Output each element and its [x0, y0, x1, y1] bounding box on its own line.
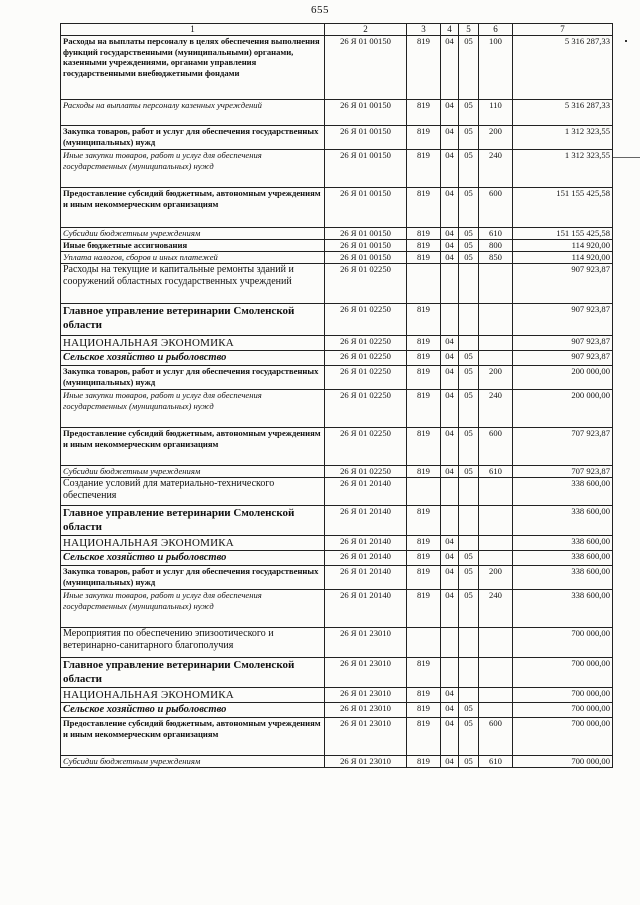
- row-subsection: 05: [459, 428, 479, 466]
- row-amount: 338 600,00: [513, 478, 613, 506]
- row-name: НАЦИОНАЛЬНАЯ ЭКОНОМИКА: [61, 336, 325, 351]
- row-expense-type: 850: [479, 252, 513, 264]
- row-subsection: [459, 264, 479, 304]
- row-subsection: 05: [459, 466, 479, 478]
- row-expense-type: 610: [479, 466, 513, 478]
- row-name: Субсидии бюджетным учреждениям: [61, 756, 325, 768]
- row-subsection: [459, 478, 479, 506]
- row-name: Уплата налогов, сборов и иных платежей: [61, 252, 325, 264]
- row-subsection: 05: [459, 551, 479, 566]
- row-admin-code: 819: [407, 351, 441, 366]
- row-code: 26 Я 01 23010: [325, 703, 407, 718]
- row-code: 26 Я 01 20140: [325, 536, 407, 551]
- scan-speck: [625, 40, 627, 42]
- row-amount: 5 316 287,33: [513, 36, 613, 100]
- row-amount: 907 923,87: [513, 351, 613, 366]
- row-section: 04: [441, 466, 459, 478]
- row-code: 26 Я 01 20140: [325, 478, 407, 506]
- row-subsection: 05: [459, 240, 479, 252]
- row-code: 26 Я 01 23010: [325, 718, 407, 756]
- row-expense-type: [479, 688, 513, 703]
- row-code: 26 Я 01 02250: [325, 264, 407, 304]
- row-section: 04: [441, 252, 459, 264]
- table-row: [61, 252, 613, 264]
- table-row: [61, 756, 613, 768]
- row-admin-code: 819: [407, 240, 441, 252]
- row-amount: 707 923,87: [513, 466, 613, 478]
- row-expense-type: 200: [479, 366, 513, 390]
- header-col-5: 5: [459, 24, 479, 36]
- row-section: 04: [441, 126, 459, 150]
- row-code: 26 Я 01 23010: [325, 756, 407, 768]
- table-row: [61, 566, 613, 590]
- row-expense-type: [479, 703, 513, 718]
- row-subsection: 05: [459, 566, 479, 590]
- row-subsection: [459, 336, 479, 351]
- row-admin-code: 819: [407, 228, 441, 240]
- row-admin-code: 819: [407, 428, 441, 466]
- table-row: [61, 304, 613, 336]
- row-amount: 1 312 323,55: [513, 150, 613, 188]
- table-row: [61, 126, 613, 150]
- row-section: [441, 304, 459, 336]
- row-subsection: [459, 628, 479, 658]
- row-amount: 151 155 425,58: [513, 228, 613, 240]
- row-expense-type: 200: [479, 566, 513, 590]
- row-admin-code: 819: [407, 36, 441, 100]
- row-code: 26 Я 01 02250: [325, 428, 407, 466]
- row-expense-type: 600: [479, 428, 513, 466]
- row-name: Субсидии бюджетным учреждениям: [61, 466, 325, 478]
- row-code: 26 Я 01 00150: [325, 150, 407, 188]
- row-code: 26 Я 01 00150: [325, 228, 407, 240]
- row-expense-type: [479, 628, 513, 658]
- table-row: [61, 366, 613, 390]
- row-section: 04: [441, 590, 459, 628]
- budget-table: [60, 23, 613, 768]
- table-row: [61, 590, 613, 628]
- row-section: 04: [441, 566, 459, 590]
- row-amount: 907 923,87: [513, 304, 613, 336]
- table-row: [61, 466, 613, 478]
- page-number: 655: [311, 4, 329, 16]
- table-row: [61, 536, 613, 551]
- row-amount: 907 923,87: [513, 264, 613, 304]
- row-amount: 338 600,00: [513, 536, 613, 551]
- row-section: [441, 264, 459, 304]
- row-code: 26 Я 01 00150: [325, 126, 407, 150]
- row-subsection: 05: [459, 228, 479, 240]
- row-code: 26 Я 01 20140: [325, 590, 407, 628]
- header-row: [61, 24, 613, 36]
- row-admin-code: 819: [407, 366, 441, 390]
- row-section: 04: [441, 188, 459, 228]
- table-row: [61, 428, 613, 466]
- row-section: 04: [441, 228, 459, 240]
- header-col-2: 2: [325, 24, 407, 36]
- row-code: 26 Я 01 02250: [325, 390, 407, 428]
- header-col-3: 3: [407, 24, 441, 36]
- row-expense-type: [479, 336, 513, 351]
- row-name: Закупка товаров, работ и услуг для обеспечения государственных (муниципальных) нужд: [61, 126, 325, 150]
- margin-line: [612, 157, 640, 158]
- table-row: [61, 718, 613, 756]
- row-code: 26 Я 01 00150: [325, 36, 407, 100]
- row-amount: 200 000,00: [513, 366, 613, 390]
- row-amount: 338 600,00: [513, 551, 613, 566]
- row-expense-type: [479, 264, 513, 304]
- row-code: 26 Я 01 20140: [325, 551, 407, 566]
- row-admin-code: 819: [407, 658, 441, 688]
- table-row: [61, 351, 613, 366]
- row-admin-code: 819: [407, 466, 441, 478]
- table-row: [61, 228, 613, 240]
- row-code: 26 Я 01 20140: [325, 506, 407, 536]
- row-code: 26 Я 01 02250: [325, 304, 407, 336]
- row-code: 26 Я 01 23010: [325, 628, 407, 658]
- row-expense-type: 110: [479, 100, 513, 126]
- row-section: 04: [441, 351, 459, 366]
- row-subsection: 05: [459, 703, 479, 718]
- row-section: [441, 658, 459, 688]
- row-amount: 700 000,00: [513, 703, 613, 718]
- row-admin-code: 819: [407, 566, 441, 590]
- row-section: 04: [441, 100, 459, 126]
- row-amount: 907 923,87: [513, 336, 613, 351]
- row-code: 26 Я 01 00150: [325, 252, 407, 264]
- row-section: 04: [441, 756, 459, 768]
- row-amount: 5 316 287,33: [513, 100, 613, 126]
- table-row: [61, 628, 613, 658]
- row-subsection: 05: [459, 390, 479, 428]
- row-admin-code: 819: [407, 100, 441, 126]
- row-name: НАЦИОНАЛЬНАЯ ЭКОНОМИКА: [61, 688, 325, 703]
- row-expense-type: [479, 351, 513, 366]
- row-name: Мероприятия по обеспечению эпизоотического и ветеринарно-санитарного благополучия: [61, 628, 325, 658]
- row-expense-type: 240: [479, 150, 513, 188]
- row-subsection: 05: [459, 366, 479, 390]
- row-section: 04: [441, 366, 459, 390]
- table-row: [61, 100, 613, 126]
- row-subsection: 05: [459, 718, 479, 756]
- row-admin-code: 819: [407, 336, 441, 351]
- row-section: 04: [441, 536, 459, 551]
- row-name: Создание условий для материально-технического обеспечения: [61, 478, 325, 506]
- table-row: [61, 658, 613, 688]
- row-expense-type: 240: [479, 390, 513, 428]
- row-section: 04: [441, 428, 459, 466]
- table-row: [61, 390, 613, 428]
- row-code: 26 Я 01 02250: [325, 366, 407, 390]
- row-section: [441, 628, 459, 658]
- row-name: Сельское хозяйство и рыболовство: [61, 703, 325, 718]
- row-section: [441, 478, 459, 506]
- row-name: Закупка товаров, работ и услуг для обеспечения государственных (муниципальных) нужд: [61, 366, 325, 390]
- row-admin-code: 819: [407, 756, 441, 768]
- row-admin-code: [407, 628, 441, 658]
- row-amount: 707 923,87: [513, 428, 613, 466]
- row-admin-code: 819: [407, 703, 441, 718]
- row-code: 26 Я 01 02250: [325, 351, 407, 366]
- row-amount: 700 000,00: [513, 688, 613, 703]
- row-amount: 200 000,00: [513, 390, 613, 428]
- row-admin-code: 819: [407, 506, 441, 536]
- row-subsection: 05: [459, 351, 479, 366]
- row-name: Главное управление ветеринарии Смоленской области: [61, 304, 325, 336]
- row-expense-type: [479, 478, 513, 506]
- row-section: 04: [441, 36, 459, 100]
- table-row: [61, 703, 613, 718]
- row-expense-type: [479, 536, 513, 551]
- row-amount: 700 000,00: [513, 756, 613, 768]
- row-amount: 338 600,00: [513, 506, 613, 536]
- row-admin-code: 819: [407, 126, 441, 150]
- row-section: 04: [441, 551, 459, 566]
- row-name: Предоставление субсидий бюджетным, автономным учреждениям и иным некоммерческим организациям: [61, 188, 325, 228]
- table-row: [61, 478, 613, 506]
- table-row: [61, 506, 613, 536]
- row-code: 26 Я 01 02250: [325, 336, 407, 351]
- row-name: Расходы на выплаты персоналу казенных учреждений: [61, 100, 325, 126]
- row-section: 04: [441, 390, 459, 428]
- row-name: Иные закупки товаров, работ и услуг для обеспечения государственных (муниципальных) нужд: [61, 150, 325, 188]
- row-admin-code: 819: [407, 150, 441, 188]
- row-admin-code: [407, 264, 441, 304]
- row-subsection: 05: [459, 126, 479, 150]
- row-name: Сельское хозяйство и рыболовство: [61, 351, 325, 366]
- row-section: 04: [441, 718, 459, 756]
- row-admin-code: [407, 478, 441, 506]
- row-expense-type: [479, 658, 513, 688]
- row-code: 26 Я 01 00150: [325, 100, 407, 126]
- row-name: Главное управление ветеринарии Смоленской области: [61, 658, 325, 688]
- row-amount: 1 312 323,55: [513, 126, 613, 150]
- row-code: 26 Я 01 23010: [325, 658, 407, 688]
- row-code: 26 Я 01 00150: [325, 240, 407, 252]
- row-subsection: 05: [459, 150, 479, 188]
- row-subsection: 05: [459, 756, 479, 768]
- table-row: [61, 150, 613, 188]
- row-admin-code: 819: [407, 390, 441, 428]
- row-subsection: [459, 506, 479, 536]
- row-expense-type: 600: [479, 188, 513, 228]
- row-amount: 114 920,00: [513, 252, 613, 264]
- table-row: [61, 336, 613, 351]
- row-expense-type: 610: [479, 228, 513, 240]
- table-row: [61, 688, 613, 703]
- header-col-4: 4: [441, 24, 459, 36]
- row-code: 26 Я 01 23010: [325, 688, 407, 703]
- row-amount: 700 000,00: [513, 658, 613, 688]
- row-subsection: [459, 536, 479, 551]
- row-admin-code: 819: [407, 188, 441, 228]
- row-section: 04: [441, 688, 459, 703]
- row-subsection: [459, 304, 479, 336]
- row-expense-type: [479, 551, 513, 566]
- row-subsection: 05: [459, 188, 479, 228]
- row-code: 26 Я 01 02250: [325, 466, 407, 478]
- row-amount: 338 600,00: [513, 566, 613, 590]
- row-subsection: 05: [459, 590, 479, 628]
- table-row: [61, 264, 613, 304]
- row-name: Расходы на выплаты персоналу в целях обеспечения выполнения функций государственными (муниципальными) органами, казенными учреждениями, органами управления государственными внебюджетными фондами: [61, 36, 325, 100]
- row-section: 04: [441, 703, 459, 718]
- row-expense-type: [479, 506, 513, 536]
- row-name: Иные закупки товаров, работ и услуг для обеспечения государственных (муниципальных) нужд: [61, 590, 325, 628]
- row-name: Предоставление субсидий бюджетным, автономным учреждениям и иным некоммерческим организациям: [61, 718, 325, 756]
- row-admin-code: 819: [407, 252, 441, 264]
- row-subsection: [459, 658, 479, 688]
- row-expense-type: 600: [479, 718, 513, 756]
- row-code: 26 Я 01 20140: [325, 566, 407, 590]
- row-section: 04: [441, 240, 459, 252]
- row-code: 26 Я 01 00150: [325, 188, 407, 228]
- row-admin-code: 819: [407, 536, 441, 551]
- row-name: Предоставление субсидий бюджетным, автономным учреждениям и иным некоммерческим организациям: [61, 428, 325, 466]
- row-admin-code: 819: [407, 590, 441, 628]
- row-expense-type: 200: [479, 126, 513, 150]
- row-admin-code: 819: [407, 551, 441, 566]
- row-amount: 700 000,00: [513, 628, 613, 658]
- row-section: [441, 506, 459, 536]
- row-name: Закупка товаров, работ и услуг для обеспечения государственных (муниципальных) нужд: [61, 566, 325, 590]
- row-subsection: 05: [459, 36, 479, 100]
- header-col-1: 1: [61, 24, 325, 36]
- row-admin-code: 819: [407, 718, 441, 756]
- table-row: [61, 188, 613, 228]
- row-name: Субсидии бюджетным учреждениям: [61, 228, 325, 240]
- row-subsection: [459, 688, 479, 703]
- row-expense-type: [479, 304, 513, 336]
- row-admin-code: 819: [407, 688, 441, 703]
- row-amount: 114 920,00: [513, 240, 613, 252]
- row-amount: 151 155 425,58: [513, 188, 613, 228]
- table-body: [61, 36, 613, 768]
- row-amount: 338 600,00: [513, 590, 613, 628]
- row-expense-type: 610: [479, 756, 513, 768]
- row-subsection: 05: [459, 252, 479, 264]
- row-amount: 700 000,00: [513, 718, 613, 756]
- header-col-6: 6: [479, 24, 513, 36]
- row-subsection: 05: [459, 100, 479, 126]
- row-name: НАЦИОНАЛЬНАЯ ЭКОНОМИКА: [61, 536, 325, 551]
- header-col-7: 7: [513, 24, 613, 36]
- row-section: 04: [441, 336, 459, 351]
- table-row: [61, 36, 613, 100]
- row-admin-code: 819: [407, 304, 441, 336]
- row-expense-type: 240: [479, 590, 513, 628]
- row-name: Сельское хозяйство и рыболовство: [61, 551, 325, 566]
- row-name: Иные бюджетные ассигнования: [61, 240, 325, 252]
- row-section: 04: [441, 150, 459, 188]
- table-row: [61, 240, 613, 252]
- row-expense-type: 800: [479, 240, 513, 252]
- table-row: [61, 551, 613, 566]
- row-name: Главное управление ветеринарии Смоленской области: [61, 506, 325, 536]
- row-expense-type: 100: [479, 36, 513, 100]
- row-name: Расходы на текущие и капитальные ремонты зданий и сооружений областных государственных учреждений: [61, 264, 325, 304]
- row-name: Иные закупки товаров, работ и услуг для обеспечения государственных (муниципальных) нужд: [61, 390, 325, 428]
